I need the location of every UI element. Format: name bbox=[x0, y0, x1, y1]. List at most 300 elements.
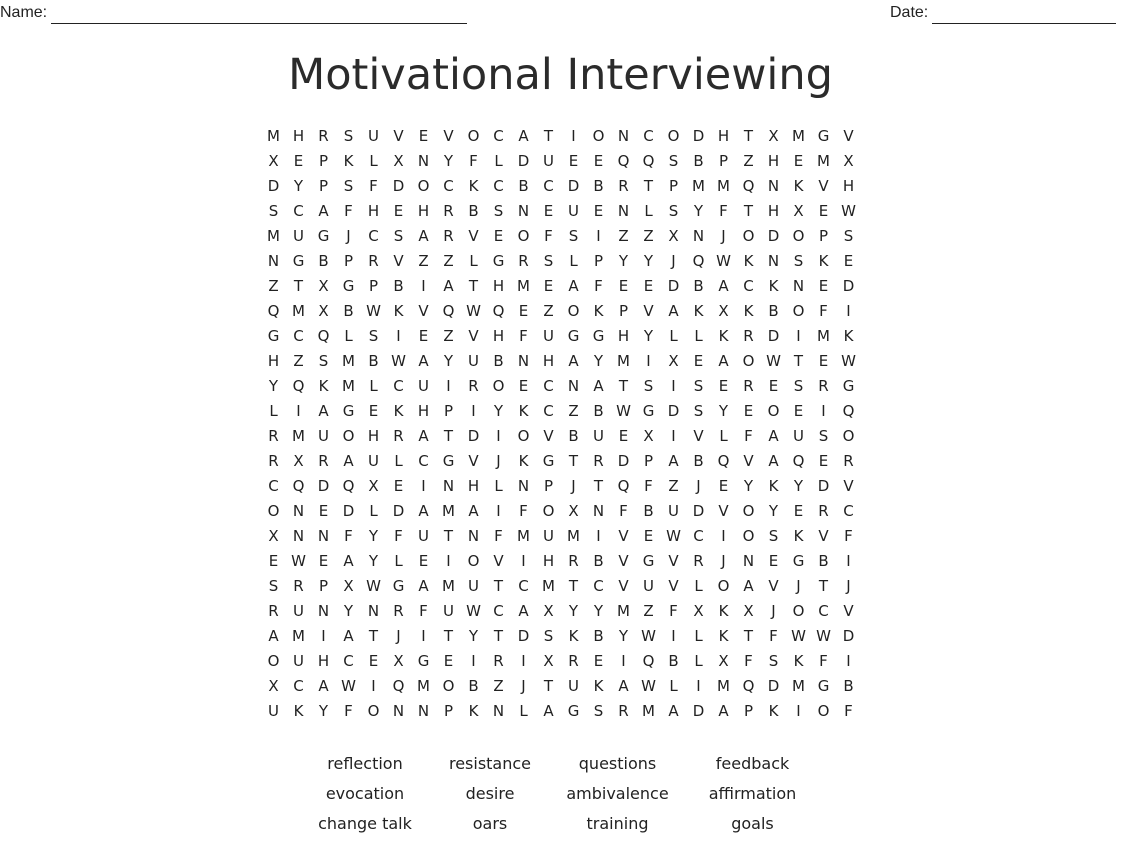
grid-letter[interactable]: S bbox=[768, 652, 779, 670]
grid-letter[interactable]: A bbox=[418, 577, 429, 595]
grid-letter[interactable]: V bbox=[843, 477, 854, 495]
grid-letter[interactable]: I bbox=[821, 402, 826, 420]
grid-letter[interactable]: S bbox=[493, 202, 504, 220]
grid-letter[interactable]: X bbox=[718, 652, 729, 670]
grid-letter[interactable]: R bbox=[743, 377, 754, 395]
grid-letter[interactable]: I bbox=[796, 327, 801, 345]
grid-letter[interactable]: E bbox=[493, 227, 504, 245]
grid-letter[interactable]: X bbox=[793, 202, 804, 220]
grid-letter[interactable]: Z bbox=[643, 602, 654, 620]
grid-letter[interactable]: V bbox=[618, 552, 629, 570]
grid-letter[interactable]: D bbox=[342, 502, 355, 520]
grid-letter[interactable]: S bbox=[593, 702, 604, 720]
grid-letter[interactable]: R bbox=[368, 252, 379, 270]
grid-letter[interactable]: G bbox=[342, 277, 355, 295]
grid-letter[interactable]: V bbox=[543, 427, 554, 445]
grid-letter[interactable]: A bbox=[593, 377, 604, 395]
grid-letter[interactable]: E bbox=[293, 152, 304, 170]
grid-letter[interactable]: L bbox=[694, 627, 703, 645]
grid-letter[interactable]: O bbox=[417, 177, 430, 195]
grid-letter[interactable]: K bbox=[318, 377, 329, 395]
grid-letter[interactable]: K bbox=[518, 402, 529, 420]
grid-letter[interactable]: U bbox=[793, 427, 804, 445]
grid-letter[interactable]: D bbox=[692, 502, 705, 520]
grid-letter[interactable]: O bbox=[792, 602, 805, 620]
grid-letter[interactable]: N bbox=[517, 477, 530, 495]
grid-letter[interactable]: G bbox=[342, 402, 355, 420]
grid-letter[interactable]: A bbox=[318, 402, 329, 420]
grid-letter[interactable]: A bbox=[543, 702, 554, 720]
grid-letter[interactable]: E bbox=[818, 452, 829, 470]
grid-letter[interactable]: I bbox=[671, 377, 676, 395]
grid-letter[interactable]: T bbox=[593, 477, 604, 495]
grid-letter[interactable]: Z bbox=[443, 327, 454, 345]
grid-letter[interactable]: S bbox=[668, 202, 679, 220]
grid-letter[interactable]: Y bbox=[443, 352, 454, 370]
grid-letter[interactable]: Q bbox=[717, 452, 730, 470]
grid-letter[interactable]: B bbox=[818, 552, 829, 570]
grid-letter[interactable]: E bbox=[768, 377, 779, 395]
grid-letter[interactable]: P bbox=[368, 277, 379, 295]
grid-letter[interactable]: S bbox=[543, 627, 554, 645]
grid-letter[interactable]: P bbox=[593, 252, 604, 270]
grid-letter[interactable]: N bbox=[692, 227, 705, 245]
grid-letter[interactable]: B bbox=[493, 352, 504, 370]
grid-letter[interactable]: R bbox=[443, 202, 454, 220]
grid-letter[interactable]: V bbox=[643, 302, 654, 320]
grid-letter[interactable]: F bbox=[819, 652, 828, 670]
grid-letter[interactable]: M bbox=[292, 627, 305, 645]
grid-letter[interactable]: H bbox=[417, 202, 430, 220]
grid-letter[interactable]: Y bbox=[493, 402, 504, 420]
grid-letter[interactable]: H bbox=[617, 327, 630, 345]
grid-letter[interactable]: H bbox=[367, 427, 380, 445]
grid-letter[interactable]: H bbox=[267, 352, 280, 370]
grid-letter[interactable]: E bbox=[743, 402, 754, 420]
grid-letter[interactable]: Q bbox=[617, 477, 630, 495]
grid-letter[interactable]: N bbox=[492, 702, 505, 720]
grid-letter[interactable]: I bbox=[571, 127, 576, 145]
grid-letter[interactable]: E bbox=[418, 552, 429, 570]
grid-letter[interactable]: Y bbox=[793, 477, 804, 495]
grid-letter[interactable]: L bbox=[394, 552, 403, 570]
grid-letter[interactable]: X bbox=[268, 527, 279, 545]
grid-letter[interactable]: E bbox=[593, 652, 604, 670]
grid-letter[interactable]: W bbox=[641, 627, 656, 645]
grid-letter[interactable]: E bbox=[818, 352, 829, 370]
grid-letter[interactable]: Z bbox=[643, 227, 654, 245]
grid-letter[interactable]: T bbox=[543, 127, 554, 145]
grid-letter[interactable]: Y bbox=[268, 377, 279, 395]
grid-letter[interactable]: G bbox=[317, 227, 330, 245]
grid-letter[interactable]: U bbox=[468, 577, 479, 595]
grid-letter[interactable]: O bbox=[342, 427, 355, 445]
grid-letter[interactable]: L bbox=[394, 452, 403, 470]
grid-letter[interactable]: C bbox=[543, 177, 554, 195]
grid-letter[interactable]: C bbox=[418, 452, 429, 470]
grid-letter[interactable]: A bbox=[668, 302, 679, 320]
grid-letter[interactable]: O bbox=[467, 127, 480, 145]
grid-letter[interactable]: T bbox=[493, 577, 504, 595]
grid-letter[interactable]: R bbox=[393, 602, 404, 620]
grid-letter[interactable]: C bbox=[543, 377, 554, 395]
grid-letter[interactable]: F bbox=[494, 527, 503, 545]
grid-letter[interactable]: I bbox=[496, 502, 501, 520]
grid-letter[interactable]: E bbox=[768, 552, 779, 570]
grid-letter[interactable]: Y bbox=[618, 627, 629, 645]
grid-letter[interactable]: M bbox=[717, 177, 730, 195]
grid-letter[interactable]: A bbox=[343, 452, 354, 470]
grid-letter[interactable]: K bbox=[768, 702, 779, 720]
grid-letter[interactable]: N bbox=[767, 177, 780, 195]
grid-letter[interactable]: D bbox=[767, 677, 780, 695]
grid-letter[interactable]: Y bbox=[618, 252, 629, 270]
grid-letter[interactable]: F bbox=[744, 652, 753, 670]
grid-letter[interactable]: G bbox=[442, 452, 455, 470]
grid-letter[interactable]: B bbox=[393, 277, 404, 295]
grid-letter[interactable]: C bbox=[843, 502, 854, 520]
grid-letter[interactable]: R bbox=[568, 652, 579, 670]
grid-letter[interactable]: C bbox=[443, 177, 454, 195]
grid-letter[interactable]: R bbox=[618, 702, 629, 720]
grid-letter[interactable]: W bbox=[766, 352, 781, 370]
grid-letter[interactable]: E bbox=[643, 277, 654, 295]
grid-letter[interactable]: U bbox=[368, 452, 379, 470]
grid-letter[interactable]: Y bbox=[293, 177, 304, 195]
grid-letter[interactable]: W bbox=[291, 552, 306, 570]
grid-letter[interactable]: P bbox=[818, 227, 829, 245]
grid-letter[interactable]: U bbox=[268, 702, 279, 720]
grid-letter[interactable]: L bbox=[694, 652, 703, 670]
grid-letter[interactable]: N bbox=[417, 702, 430, 720]
grid-letter[interactable]: L bbox=[519, 702, 528, 720]
grid-letter[interactable]: W bbox=[841, 202, 856, 220]
grid-letter[interactable]: A bbox=[268, 627, 279, 645]
grid-letter[interactable]: W bbox=[816, 627, 831, 645]
grid-letter[interactable]: Q bbox=[292, 477, 305, 495]
grid-letter[interactable]: E bbox=[818, 202, 829, 220]
grid-letter[interactable]: Y bbox=[368, 527, 379, 545]
grid-letter[interactable]: Q bbox=[342, 477, 355, 495]
grid-letter[interactable]: F bbox=[369, 177, 378, 195]
grid-letter[interactable]: W bbox=[366, 577, 381, 595]
grid-letter[interactable]: X bbox=[393, 652, 404, 670]
grid-letter[interactable]: R bbox=[693, 552, 704, 570]
grid-letter[interactable]: K bbox=[518, 452, 529, 470]
grid-letter[interactable]: X bbox=[268, 677, 279, 695]
grid-letter[interactable]: J bbox=[696, 477, 701, 495]
grid-letter[interactable]: I bbox=[471, 652, 476, 670]
grid-letter[interactable]: X bbox=[543, 652, 554, 670]
grid-letter[interactable]: J bbox=[721, 552, 726, 570]
grid-letter[interactable]: K bbox=[793, 652, 804, 670]
grid-letter[interactable]: D bbox=[317, 477, 330, 495]
grid-letter[interactable]: I bbox=[396, 327, 401, 345]
grid-letter[interactable]: O bbox=[517, 227, 530, 245]
grid-letter[interactable]: I bbox=[796, 702, 801, 720]
grid-letter[interactable]: B bbox=[343, 302, 354, 320]
grid-letter[interactable]: D bbox=[392, 502, 405, 520]
grid-letter[interactable]: S bbox=[843, 227, 854, 245]
grid-letter[interactable]: D bbox=[842, 627, 855, 645]
grid-letter[interactable]: I bbox=[521, 552, 526, 570]
grid-letter[interactable]: M bbox=[792, 677, 805, 695]
grid-letter[interactable]: T bbox=[568, 577, 579, 595]
grid-letter[interactable]: Z bbox=[743, 152, 754, 170]
grid-letter[interactable]: H bbox=[467, 477, 480, 495]
grid-letter[interactable]: B bbox=[468, 202, 479, 220]
grid-letter[interactable]: P bbox=[743, 702, 754, 720]
grid-letter[interactable]: L bbox=[694, 577, 703, 595]
grid-letter[interactable]: S bbox=[268, 577, 279, 595]
grid-letter[interactable]: Y bbox=[443, 152, 454, 170]
grid-letter[interactable]: J bbox=[721, 227, 726, 245]
grid-letter[interactable]: E bbox=[643, 527, 654, 545]
grid-letter[interactable]: I bbox=[596, 227, 601, 245]
grid-letter[interactable]: N bbox=[467, 527, 480, 545]
grid-letter[interactable]: T bbox=[743, 627, 754, 645]
grid-letter[interactable]: C bbox=[343, 652, 354, 670]
grid-letter[interactable]: B bbox=[593, 177, 604, 195]
grid-letter[interactable]: H bbox=[542, 352, 555, 370]
grid-letter[interactable]: S bbox=[318, 352, 329, 370]
grid-letter[interactable]: Q bbox=[392, 677, 405, 695]
grid-letter[interactable]: N bbox=[517, 202, 530, 220]
grid-letter[interactable]: D bbox=[567, 177, 580, 195]
grid-letter[interactable]: Q bbox=[492, 302, 505, 320]
grid-letter[interactable]: E bbox=[718, 477, 729, 495]
grid-letter[interactable]: J bbox=[496, 452, 501, 470]
grid-letter[interactable]: U bbox=[668, 502, 679, 520]
grid-letter[interactable]: C bbox=[743, 277, 754, 295]
grid-letter[interactable]: E bbox=[418, 127, 429, 145]
grid-letter[interactable]: F bbox=[519, 327, 528, 345]
grid-letter[interactable]: W bbox=[466, 302, 481, 320]
grid-letter[interactable]: N bbox=[517, 352, 530, 370]
grid-letter[interactable]: G bbox=[267, 327, 280, 345]
grid-letter[interactable]: S bbox=[668, 152, 679, 170]
grid-letter[interactable]: O bbox=[742, 502, 755, 520]
grid-letter[interactable]: E bbox=[693, 352, 704, 370]
grid-letter[interactable]: E bbox=[443, 652, 454, 670]
grid-letter[interactable]: R bbox=[568, 552, 579, 570]
grid-letter[interactable]: K bbox=[343, 152, 354, 170]
grid-letter[interactable]: P bbox=[318, 577, 329, 595]
grid-letter[interactable]: S bbox=[818, 427, 829, 445]
grid-letter[interactable]: Z bbox=[493, 677, 504, 695]
grid-letter[interactable]: O bbox=[667, 127, 680, 145]
grid-letter[interactable]: M bbox=[517, 527, 530, 545]
grid-letter[interactable]: K bbox=[718, 327, 729, 345]
grid-letter[interactable]: Q bbox=[267, 302, 280, 320]
grid-letter[interactable]: U bbox=[293, 652, 304, 670]
grid-letter[interactable]: E bbox=[318, 552, 329, 570]
grid-letter[interactable]: F bbox=[719, 202, 728, 220]
grid-letter[interactable]: Q bbox=[317, 327, 330, 345]
grid-letter[interactable]: A bbox=[468, 502, 479, 520]
grid-letter[interactable]: A bbox=[318, 202, 329, 220]
grid-letter[interactable]: O bbox=[367, 702, 380, 720]
grid-letter[interactable]: Y bbox=[318, 702, 329, 720]
grid-letter[interactable]: D bbox=[817, 477, 830, 495]
grid-letter[interactable]: J bbox=[671, 252, 676, 270]
grid-letter[interactable]: B bbox=[593, 552, 604, 570]
grid-letter[interactable]: V bbox=[843, 602, 854, 620]
grid-letter[interactable]: O bbox=[267, 652, 280, 670]
grid-letter[interactable]: M bbox=[717, 677, 730, 695]
grid-letter[interactable]: K bbox=[743, 252, 754, 270]
grid-letter[interactable]: Y bbox=[468, 627, 479, 645]
grid-letter[interactable]: O bbox=[767, 402, 780, 420]
grid-letter[interactable]: I bbox=[496, 427, 501, 445]
grid-letter[interactable]: E bbox=[618, 277, 629, 295]
grid-letter[interactable]: I bbox=[446, 552, 451, 570]
grid-letter[interactable]: L bbox=[469, 252, 478, 270]
grid-letter[interactable]: N bbox=[367, 602, 380, 620]
grid-letter[interactable]: I bbox=[721, 527, 726, 545]
grid-letter[interactable]: J bbox=[521, 677, 526, 695]
grid-letter[interactable]: T bbox=[468, 277, 479, 295]
grid-letter[interactable]: K bbox=[793, 177, 804, 195]
grid-letter[interactable]: Y bbox=[343, 602, 354, 620]
grid-letter[interactable]: U bbox=[643, 577, 654, 595]
grid-letter[interactable]: S bbox=[793, 377, 804, 395]
grid-letter[interactable]: X bbox=[543, 602, 554, 620]
grid-letter[interactable]: M bbox=[267, 227, 280, 245]
grid-letter[interactable]: T bbox=[618, 377, 629, 395]
grid-letter[interactable]: Y bbox=[593, 352, 604, 370]
grid-letter[interactable]: D bbox=[767, 327, 780, 345]
grid-letter[interactable]: F bbox=[419, 602, 428, 620]
grid-letter[interactable]: M bbox=[417, 677, 430, 695]
grid-letter[interactable]: B bbox=[643, 502, 654, 520]
grid-letter[interactable]: I bbox=[646, 352, 651, 370]
grid-letter[interactable]: F bbox=[844, 702, 853, 720]
grid-letter[interactable]: U bbox=[568, 677, 579, 695]
date-field[interactable] bbox=[890, 2, 1116, 24]
grid-letter[interactable]: N bbox=[392, 702, 405, 720]
grid-letter[interactable]: E bbox=[368, 402, 379, 420]
grid-letter[interactable]: T bbox=[443, 427, 454, 445]
grid-letter[interactable]: D bbox=[767, 227, 780, 245]
grid-letter[interactable]: R bbox=[818, 502, 829, 520]
grid-letter[interactable]: G bbox=[292, 252, 305, 270]
grid-letter[interactable]: D bbox=[667, 277, 680, 295]
grid-letter[interactable]: J bbox=[396, 627, 401, 645]
grid-letter[interactable]: V bbox=[468, 452, 479, 470]
grid-letter[interactable]: K bbox=[718, 602, 729, 620]
grid-letter[interactable]: A bbox=[518, 127, 529, 145]
grid-letter[interactable]: I bbox=[321, 627, 326, 645]
grid-letter[interactable]: E bbox=[368, 652, 379, 670]
grid-letter[interactable]: K bbox=[843, 327, 854, 345]
grid-letter[interactable]: A bbox=[443, 277, 454, 295]
grid-letter[interactable]: K bbox=[718, 627, 729, 645]
grid-letter[interactable]: Y bbox=[693, 202, 704, 220]
grid-letter[interactable]: W bbox=[391, 352, 406, 370]
grid-letter[interactable]: L bbox=[719, 427, 728, 445]
grid-letter[interactable]: U bbox=[318, 427, 329, 445]
grid-letter[interactable]: Y bbox=[593, 602, 604, 620]
grid-letter[interactable]: U bbox=[543, 327, 554, 345]
grid-letter[interactable]: N bbox=[792, 277, 805, 295]
grid-letter[interactable]: T bbox=[293, 277, 304, 295]
grid-letter[interactable]: V bbox=[768, 577, 779, 595]
grid-letter[interactable]: I bbox=[471, 402, 476, 420]
grid-letter[interactable]: G bbox=[817, 677, 830, 695]
grid-letter[interactable]: F bbox=[819, 302, 828, 320]
grid-letter[interactable]: D bbox=[692, 127, 705, 145]
grid-letter[interactable]: M bbox=[617, 602, 630, 620]
grid-letter[interactable]: V bbox=[618, 577, 629, 595]
grid-letter[interactable]: R bbox=[743, 327, 754, 345]
grid-letter[interactable]: L bbox=[644, 202, 653, 220]
grid-letter[interactable]: Z bbox=[418, 252, 429, 270]
grid-letter[interactable]: M bbox=[442, 502, 455, 520]
grid-letter[interactable]: K bbox=[468, 177, 479, 195]
grid-letter[interactable]: L bbox=[269, 402, 278, 420]
grid-letter[interactable]: N bbox=[292, 502, 305, 520]
grid-letter[interactable]: R bbox=[443, 227, 454, 245]
grid-letter[interactable]: V bbox=[818, 527, 829, 545]
grid-letter[interactable]: D bbox=[267, 177, 280, 195]
grid-letter[interactable]: N bbox=[292, 527, 305, 545]
grid-letter[interactable]: E bbox=[593, 152, 604, 170]
grid-letter[interactable]: A bbox=[343, 627, 354, 645]
grid-letter[interactable]: M bbox=[267, 127, 280, 145]
grid-letter[interactable]: L bbox=[494, 152, 503, 170]
grid-letter[interactable]: Y bbox=[643, 252, 654, 270]
grid-letter[interactable]: B bbox=[768, 302, 779, 320]
grid-letter[interactable]: M bbox=[517, 277, 530, 295]
grid-letter[interactable]: P bbox=[718, 152, 729, 170]
grid-letter[interactable]: N bbox=[567, 377, 580, 395]
grid-letter[interactable]: T bbox=[568, 452, 579, 470]
grid-letter[interactable]: S bbox=[343, 127, 354, 145]
grid-letter[interactable]: C bbox=[493, 602, 504, 620]
grid-letter[interactable]: J bbox=[846, 577, 851, 595]
grid-letter[interactable]: O bbox=[267, 502, 280, 520]
grid-letter[interactable]: X bbox=[768, 127, 779, 145]
grid-letter[interactable]: E bbox=[318, 502, 329, 520]
grid-letter[interactable]: X bbox=[668, 352, 679, 370]
grid-letter[interactable]: O bbox=[842, 427, 855, 445]
grid-letter[interactable]: W bbox=[716, 252, 731, 270]
grid-letter[interactable]: G bbox=[392, 577, 405, 595]
grid-letter[interactable]: R bbox=[293, 577, 304, 595]
grid-letter[interactable]: F bbox=[669, 602, 678, 620]
grid-letter[interactable]: A bbox=[418, 352, 429, 370]
grid-letter[interactable]: V bbox=[443, 127, 454, 145]
grid-letter[interactable]: T bbox=[368, 627, 379, 645]
grid-letter[interactable]: F bbox=[844, 527, 853, 545]
grid-letter[interactable]: W bbox=[466, 602, 481, 620]
grid-letter[interactable]: J bbox=[796, 577, 801, 595]
grid-letter[interactable]: A bbox=[518, 602, 529, 620]
grid-letter[interactable]: L bbox=[369, 502, 378, 520]
grid-letter[interactable]: I bbox=[846, 652, 851, 670]
grid-letter[interactable]: V bbox=[393, 252, 404, 270]
grid-letter[interactable]: I bbox=[671, 427, 676, 445]
grid-letter[interactable]: D bbox=[842, 277, 855, 295]
grid-letter[interactable]: A bbox=[418, 427, 429, 445]
grid-letter[interactable]: V bbox=[418, 302, 429, 320]
grid-letter[interactable]: P bbox=[443, 402, 454, 420]
grid-letter[interactable]: Y bbox=[643, 327, 654, 345]
grid-letter[interactable]: C bbox=[293, 677, 304, 695]
grid-letter[interactable]: V bbox=[618, 527, 629, 545]
grid-letter[interactable]: A bbox=[768, 452, 779, 470]
